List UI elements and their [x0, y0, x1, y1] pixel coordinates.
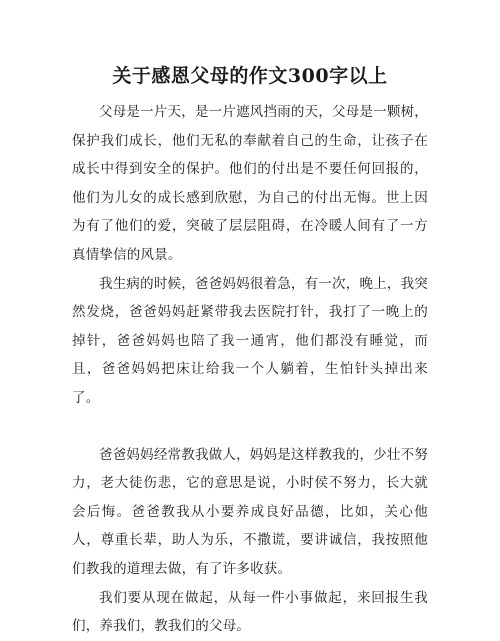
document-title: 关于感恩父母的作文300字以上 [112, 65, 388, 87]
paragraph-3: 爸爸妈妈经常教我做人，妈妈是这样教我的，少壮不努力，老大徒伤悲，它的意思是说，小时侯不努力，长大就会后悔。爸爸教我从小要养成良好品德，比如，关心他人，尊重长辈，助人为乐，不撒谎，要讲诚信，我按照他们教我的道理去做，有了许多收获。 [72, 446, 428, 577]
paragraph-2: 我生病的时候，爸爸妈妈很着急，有一次，晚上，我突然发烧，爸爸妈妈赶紧带我去医院打针，我打了一晚上的掉针，爸爸妈妈也陪了我一通宵，他们都没有睡觉，而且，爸爸妈妈把床让给我一个人躺着，生怕针头掉出来了。 [72, 275, 428, 406]
document-body [72, 98, 428, 641]
paragraph-1: 父母是一片天，是一片遮风挡雨的天，父母是一颗树，保护我们成长，他们无私的奉献着自己的生命，让孩子在成长中得到安全的保护。他们的付出是不要任何回报的，他们为儿女的成长感到欣慰，为自己的付出无悔。世上因为有了他们的爱，突破了层层阻碍，在冷暖人间有了一方真情挚信的风景。 [72, 104, 428, 263]
paragraph-4: 我们要从现在做起，从每一件小事做起，来回报生我们，养我们，教我们的父母。 [72, 589, 428, 635]
document-page [72, 0, 428, 635]
